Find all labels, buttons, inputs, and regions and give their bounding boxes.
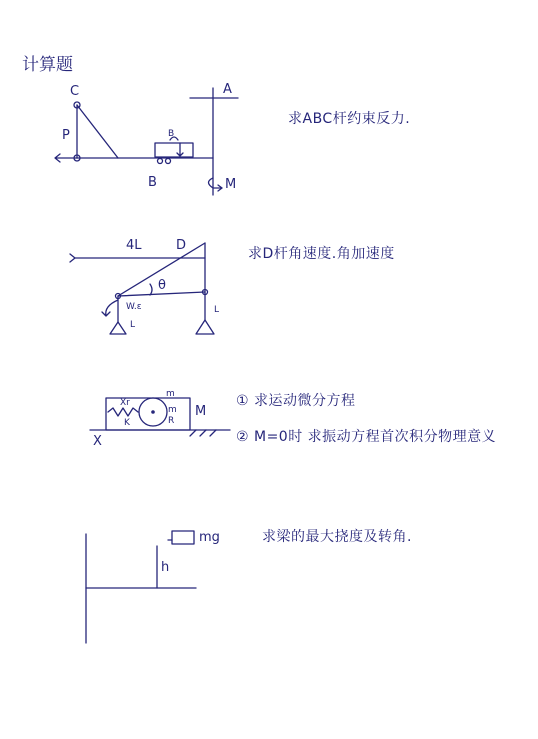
- label-b-small: B: [168, 129, 175, 139]
- label-m: M: [225, 177, 237, 192]
- label-x: X: [93, 434, 102, 449]
- label-l-right: L: [214, 305, 220, 315]
- label-box-m: M: [195, 404, 207, 419]
- label-mg: mg: [199, 530, 220, 545]
- label-d: D: [176, 238, 187, 253]
- heading: 计算题: [22, 55, 73, 75]
- label-c: C: [70, 84, 80, 99]
- label-m-r-r: R: [168, 416, 175, 426]
- label-p: P: [62, 128, 70, 143]
- label-l-left: L: [130, 320, 136, 330]
- label-omega-epsilon: W.ε: [126, 302, 142, 312]
- problem3-question-2: ② M=0时 求振动方程首次积分物理意义: [236, 429, 497, 445]
- label-a: A: [223, 82, 232, 97]
- problem2-question: 求D杆角速度.角加速度: [248, 246, 395, 262]
- label-m-r-m: m: [168, 405, 177, 415]
- label-4l: 4L: [126, 238, 142, 253]
- label-k: K: [124, 418, 130, 428]
- label-h: h: [161, 560, 170, 575]
- label-xr: Xr: [120, 398, 130, 408]
- problem3-question-1: ① 求运动微分方程: [236, 393, 356, 409]
- mass-block: [172, 531, 194, 544]
- problem1-question: 求ABC杆约束反力.: [288, 111, 411, 127]
- label-b: B: [148, 175, 157, 190]
- label-m-top: m: [166, 389, 175, 399]
- label-theta: θ: [158, 278, 166, 293]
- problem4-question: 求梁的最大挠度及转角.: [262, 529, 412, 545]
